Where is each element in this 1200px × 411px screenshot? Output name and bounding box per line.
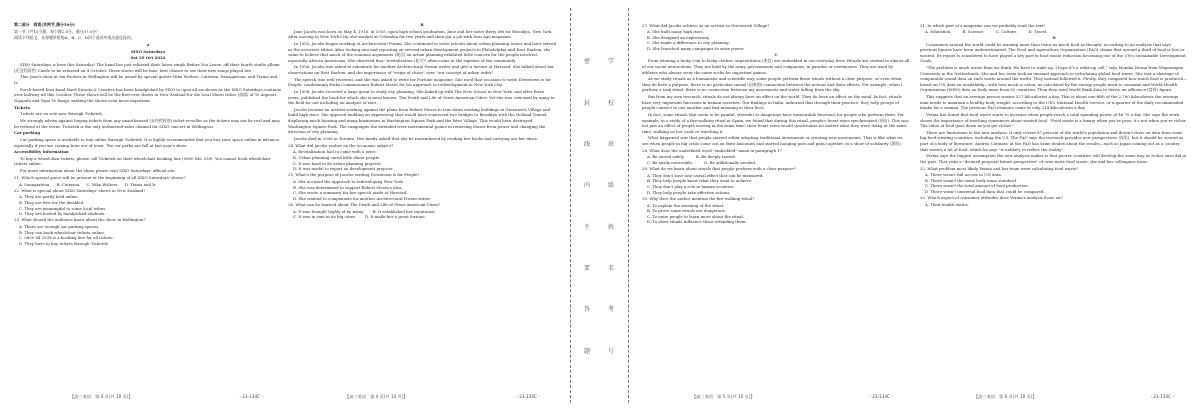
option-d: D. It made her a great fortune. xyxy=(364,214,426,220)
page-footer-code xyxy=(238,394,264,400)
question-stem: 22. What is special about SIXO Saturdays' shows in New Zealand? xyxy=(14,187,146,193)
option-c: C. They don't play a role in human societies. xyxy=(647,184,735,190)
paragraph: This suggests that an average person wastes 527 kilocalories a day. That is about one-fifth of the 2,700 kilocalories the average man needs to maintain a healthy body weight, according to the UK's National Health Service, or a quarter of the daily recommended intake for a woman. The previous FAO estimate came to only 214 kilocalories a day. xyxy=(920,94,1184,111)
paragraph: In 1956, Jacobs was asked to substitute for another Architectural Forum writer and give a lecture at Harvard. She talked about her observations on East Harlem, and the importance of "strips of chaos" over "our concept of urban order". xyxy=(288,64,555,76)
paragraph: There are limitations to the new analysis. It only covers 87 percent of the world's population and doesn't draw on data from some big food-wasting countries, including the US. The FAO says the research provides new perspectives (视角), but it should be viewed as part of a body of literature, Andrea Cattaneo at the FAO has some doubts about the results—such as Japan coming out as a country that wastes a lot of food, which he says "is unlikely to reflect the reality". xyxy=(920,129,1184,152)
footer-page-label: 【高三英语 第 3 页(共 10 页)】 xyxy=(70,394,133,399)
seal-char: 姓 xyxy=(607,223,614,231)
option-b: B. It established her reputation. xyxy=(372,208,436,214)
paragraph: To buy a wheelchair tickets, please call Ticketek on their wheelchair booking line (0800 842 538). You cannot book wheelchair tickets online. xyxy=(14,155,271,167)
seal-char: 学 xyxy=(607,58,614,66)
right-col-2 xyxy=(920,22,1188,384)
page-footer xyxy=(70,394,133,400)
paragraph: We strongly advise against buying tickets from any unauthorized (未经授权的) ticket re-seller as the tickets may not be real and may be refused at the event. Ticketek is the only authorized sales channel for SIXO concert in Wellington. xyxy=(14,117,280,129)
option-a: A. There wasn't full access to UN data. xyxy=(925,172,1002,178)
paragraph: In 1958, Jacobs received a large grant to study city planning. She linked up with The New School in New York, and after three years, published the book for which she is most known, The Death and Life of Great American Cities. Yet she was criticized by many in the field for not including an analysis of race. xyxy=(288,89,555,106)
option-b: B. Caterina. xyxy=(56,181,81,187)
option-b: B. Science. xyxy=(962,29,985,35)
question-option xyxy=(14,182,282,188)
question-stem: 29. What do we know about rituals that people perform with a clear purpose? xyxy=(642,166,796,172)
paragraph: What happened was that people started either adopting traditional movements or creating new movements. That is like what we see when people in big crisis come out on their balconies and started banging pots and pans together, in a show of solidarity (团结). xyxy=(642,135,903,147)
passage-date: Sat 29 Oct 2022 xyxy=(130,55,166,61)
paragraph: Jane Jacobs was born on May 4, 1916. In 1935, upon high school graduation, Jane and her sister Betty left for Brooklyn, New York. After moving to New York City, she studied at Columbia for two years and then got a job with Iron Age magazine. xyxy=(288,28,553,40)
footer-code: ・23-134C・ xyxy=(238,394,265,399)
paragraph: Verma has found that food waste starts to increase when people reach a total spending power of $6.70 a day. She says the work shows the importance of teaching consumers about wasted food. "Food waste is a luxury when you're poor; it's not when you're richer. The value of food goes down as you get richer." xyxy=(920,111,1187,129)
question-stem: 24. What did Jacobs realize on the economic subject? xyxy=(288,142,394,148)
subheading: Car parking xyxy=(14,130,41,136)
seal-char: 级 xyxy=(607,182,614,190)
paragraph: This year's show at Six Pockets in Wellington will be joined by special guests Nika Wolters, Caterina, Sanagarioua, and Tiama and Ir. xyxy=(14,74,278,85)
paragraph: As we study rituals as a humanistic and scientific way, some people perform these rituals without a clear purpose, or even when they do have a purpose, there is no particular causal (因果的) connection between the actions and their effects. For example, when I perform a task ritual, there is no connection between my movements and water falling from the sky. xyxy=(642,76,903,93)
option-d: D. Travel. xyxy=(1028,29,1048,35)
option-b: B. There wasn't the same body mass standard. xyxy=(925,177,1018,183)
question-stem: 23. What should the audience know about the show in Wellington? xyxy=(14,217,146,223)
option-c: C. She made a difference to city planning. xyxy=(647,40,730,46)
footer-page-label: 【高三英语 第 5 页(共 10 页)】 xyxy=(692,394,755,399)
option-d: D. Be additionally needed. xyxy=(704,160,757,165)
seal-char: 线 xyxy=(583,140,590,148)
option-c: C. It was hard to do urban planning projects. xyxy=(293,160,382,166)
footer-page-label: 【高三英语 第 6 页(共 10 页)】 xyxy=(974,394,1037,399)
section-title: 第二部分 阅读(共两节,满分50分) xyxy=(14,22,76,27)
question-option xyxy=(288,214,556,220)
fold-line xyxy=(628,8,629,403)
seal-char: 密 xyxy=(583,58,590,66)
option-c: C. Culture. xyxy=(995,29,1018,35)
seal-char: 班 xyxy=(607,140,614,148)
passage-letter: C xyxy=(774,51,778,57)
footer-code: ・23-134C・ xyxy=(1149,394,1176,399)
option-d: D. They have to buy tickets through Ticketek. xyxy=(19,240,110,246)
option-a: A. They are partly held online. xyxy=(19,194,79,200)
page-footer-code xyxy=(515,394,541,400)
seal-char: 名 xyxy=(607,265,614,273)
question-stem: 21. Which special guest will be present at the beginning of all SIXO Saturdays' shows? xyxy=(14,174,186,180)
option-c: C. Nika Wolters. xyxy=(86,181,119,187)
seal-char: 要 xyxy=(583,265,590,273)
paragraph: In 1952, Jacobs began working at Architectural Forum. She continued to write articles about urban planning issues and later served as the associate editor. After looking into and reporting on several urban development projects in Philadelphia and East Harlem, she came to believe that much of the common arguments (观点) on urban planning exhibited little concern for the people involved, especially African Americans. She observed that "revitalization (复兴)" often came at the expense of the community. xyxy=(288,40,556,63)
seal-char: 不 xyxy=(583,223,590,231)
option-a: A. She accused the approach to redeveloping New York. xyxy=(293,178,405,184)
option-b: B. To prove some rituals are dangerous. xyxy=(647,208,726,214)
paragraph: Porch-based Kiwi band Hard Streets & Creative has been handpicked by SIXO to open all six shows as the SIXO Saturdays continue over halfway till this October. These shows will be the first-ever shows in New Zealand for the local Maori tribes (部落) of Te Aopouri, Ngapuhi and Ngai Te Rangi, making the shows even more important. xyxy=(14,86,282,103)
page-footer-code xyxy=(868,394,894,400)
option-a: A. Revitalization had to come with a price. xyxy=(293,149,377,155)
option-b: B. Be deeply rooted. xyxy=(695,154,736,160)
seal-char: 校 xyxy=(607,99,614,107)
paragraph: Jacobs became an activist working against the plans from Robert Moses to tear down existing buildings in Greenwich Village and build high rises. She opposed building an expressway that would have connected two bridges to Brooklyn with the Holland Tunnel, displacing much housing and many businesses in Washington Square Park and the West Village. This would have destroyed Washington Square Park. The campaigns she attended were instrumental points in removing Moses from power and changing the direction of city planning. xyxy=(288,106,551,135)
page-footer xyxy=(345,394,408,400)
seal-text-right xyxy=(606,0,616,411)
option-a: A. Their health status. xyxy=(925,201,969,207)
section-intro: 第一节（共15小题；每小题2.5分，满分37.5分） xyxy=(14,28,100,34)
seal-char: 号 xyxy=(607,347,614,355)
option-d: D. They are hosted by handpicked students. xyxy=(19,211,106,217)
option-b: B. She was determined to support Robert Moses's idea. xyxy=(293,184,403,190)
option-d: D. They help people take effective actions. xyxy=(647,189,731,195)
option-b: B. Urban planning cared little about people. xyxy=(293,154,381,160)
left-col-1 xyxy=(14,22,282,384)
paragraph: The speech was well received, and she was asked to write for Fortune magazine. She used that occasion to write Downtown is for People, condemning Parks Commissioner Robert Moses for his approach to redevelopment in New York City. xyxy=(288,76,552,88)
question-stem: 33. Which aspect of consumer attitudes does Verma's analysis focus on? xyxy=(920,195,1063,201)
page-footer-code xyxy=(1149,394,1175,400)
option-a: A. Sanagarioua. xyxy=(19,181,51,187)
option-d: D. To show rituals influence those attending them. xyxy=(647,219,747,225)
option-c: C. To unite people to learn more about the ritual. xyxy=(647,213,745,219)
question-stem: 25. What's the purpose of Jacobs' writing Downtown is for People? xyxy=(288,172,420,178)
question-option xyxy=(642,160,910,166)
option-b: B. They are free for the disabled. xyxy=(19,200,85,205)
seal-char: 封 xyxy=(583,99,590,107)
paragraph: SIXO Saturdays is here this Saturday! The band has just released their latest single Before You Leave, off their fourth studio album (还没有面世) Castle to be released on 4 October. These shows will be fans' best chance to see their new songs played live. xyxy=(14,62,280,73)
paragraph: Verma says the biggest assumption the new analysis makes is that poorer countries will develop the same way as richer ones did in the past. That risks a "doomed proposal future perspective" of even more food waste, she and her colleagues warn. xyxy=(920,153,1187,164)
seal-char: 考 xyxy=(607,306,614,314)
paragraph: From winning a lucky coin to lucky clothes, superstitions (迷信) are embedded in our everyday lives. Rituals are central to almost all of our social interactions. They are held by the army, governments and companies, in parades or ceremonies. They are used by athletes who always wear the same socks for important games. xyxy=(642,58,910,75)
binding-margin xyxy=(566,0,634,411)
option-a: A. She built many high rises. xyxy=(647,29,704,35)
option-d: D. She wanted to compensate for another Architectural Forum writer. xyxy=(293,195,431,201)
paragraph: For more information about the show, please visit SIXO Saturdays' official site. xyxy=(20,168,176,174)
page-footer xyxy=(692,394,755,400)
footer-code: ・23-134C・ xyxy=(868,394,895,399)
passage-letter: D xyxy=(1052,34,1056,40)
exam-page-right xyxy=(634,0,1200,411)
option-c: C. There wasn't the total amount of food production. xyxy=(925,183,1029,189)
option-a: A. They don't have any causal effect that can be measured. xyxy=(647,172,764,178)
page-footer xyxy=(974,394,1037,400)
option-d: D. It was useful to report on development projects. xyxy=(293,166,394,172)
option-a: A. There are enough car parking spaces. xyxy=(19,224,100,230)
question-stem: 27. What did Jacobs achieve as an activist in Greenwich Village? xyxy=(642,22,770,28)
fold-line xyxy=(570,8,571,403)
option-d: D. Tiama and Ir. xyxy=(124,181,157,187)
passage-letter: A xyxy=(146,42,150,48)
passage-letter: B xyxy=(420,22,424,27)
paragraph: Consumers around the world could be wasting more than twice as much food as thought, according to an analysis that says previous figures have been underestimated. The Food and Agriculture Organization (FAO) claims that around a third of food is lost or wasted. Its report is considered to have played a key part in food waste reduction becoming one of the UN's Sustainable Development Goals. xyxy=(920,41,1186,64)
question-stem: 32. What problem most likely Verma and her team were calculating food waste? xyxy=(920,165,1079,171)
option-b: B. She designed an expressway. xyxy=(647,34,710,40)
subheading: Accessibility information xyxy=(14,149,69,155)
option-d: D. She launched many campaigns to seize power. xyxy=(647,46,745,52)
paragraph: Jacobs died in 2006 in Toronto. Her family asked that she be remembered by reading her books and carrying out her ideas. xyxy=(294,135,538,141)
option-a: A. It was thought highly of by many. xyxy=(293,208,365,214)
option-c: C. It was in vain in its big cities. xyxy=(293,214,357,220)
question-stem: 31. In which part of a magazine can we probably read the text? xyxy=(920,22,1046,28)
paragraph: Car parking space is available to buy online through Ticketek. It is highly recommended that you buy your space online in advance, especially if you are coming from out of town. The car parks are full at last year's show. xyxy=(14,136,281,148)
subheading: Tickets xyxy=(14,104,30,110)
option-c: C. They are meaningful to some local tribes. xyxy=(19,205,107,211)
question-stem: 28. What does the underlined word "embedded" mean in paragraph 1? xyxy=(642,147,782,153)
left-col-2 xyxy=(288,22,556,384)
seal-char: 答 xyxy=(583,306,590,314)
paragraph: In fact, some rituals that seem to be painful, stressful or dangerous have measurable functions for people who perform them. For example, in a study of a fire-walking ritual in Spain, we found that during this ritual, people's heart rates synchronized (同步). This was not just an effect of people moving in the same time: their heart rates would synchronize no matter what they were doing at the same time: walking on hot coals or watching it. xyxy=(642,111,909,134)
option-a: A. Be stored safely. xyxy=(647,154,685,160)
option-c: C. 0800 84 2538 is a booking line for all tickets. xyxy=(19,235,114,241)
seal-text-left xyxy=(582,0,592,411)
paragraph: But from my own research, rituals do not always have an effect on the world. They do have an effect on the mind. In fact, rituals have very important functions in human societies. Our findings in India, indicated that through their practice, they help groups of people connect to one another and find meaning in their lives. xyxy=(642,94,902,111)
question-stem: 30. Why does the author mention the fire-walking ritual? xyxy=(642,195,755,201)
option-b: B. They help people know what they want to achieve. xyxy=(647,178,753,184)
paragraph: Tickets are on sale now through Ticketek. xyxy=(20,111,103,117)
instruction: 阅读下列短文，从每题所给的A、B、C、D四个选项中选出最佳选项。 xyxy=(14,35,135,41)
option-a: A. Education. xyxy=(925,29,952,35)
right-col-1 xyxy=(642,22,910,384)
option-c: C. Be easily noticeable. xyxy=(647,160,693,165)
option-c: C. She wrote a summary for her speech made at Harvard. xyxy=(293,190,408,196)
exam-page-left xyxy=(0,0,566,411)
seal-char: 题 xyxy=(583,347,590,355)
question-stem: 26. What can be learned about The Death and Life of Great American Cities? xyxy=(288,201,441,207)
option-a: A. To explain the meaning of the ritual. xyxy=(647,202,725,208)
footer-code: ・23-134C・ xyxy=(515,394,542,399)
seal-char: 内 xyxy=(583,182,590,190)
footer-page-label: 【高三英语 第 4 页(共 10 页)】 xyxy=(345,394,408,399)
passage-title: SIXO Saturdays xyxy=(130,48,166,54)
option-b: B. They can book wheelchair tickets online. xyxy=(19,229,106,235)
option-d: D. There wasn't universal food data that could be compared. xyxy=(925,189,1045,195)
paragraph: "The problem is much worse than we think. We have to wake up. I hope it's a wake-up call," says Monika Verma from Wageningen University in the Netherlands. She and her team took an unusual approach to calculating global food waste. She was a shortage of comparable sound data on such waste around the world. They instead followed it. Firstly, they compared how much food is produced—based on UN data on availability—with how much is eaten, as calculated by the energy people need to consume and World Health Organization (WHO) data on body mass from 63 countries. Then they used World Bank data to derive an affluence (富裕) figure. xyxy=(920,65,1187,93)
